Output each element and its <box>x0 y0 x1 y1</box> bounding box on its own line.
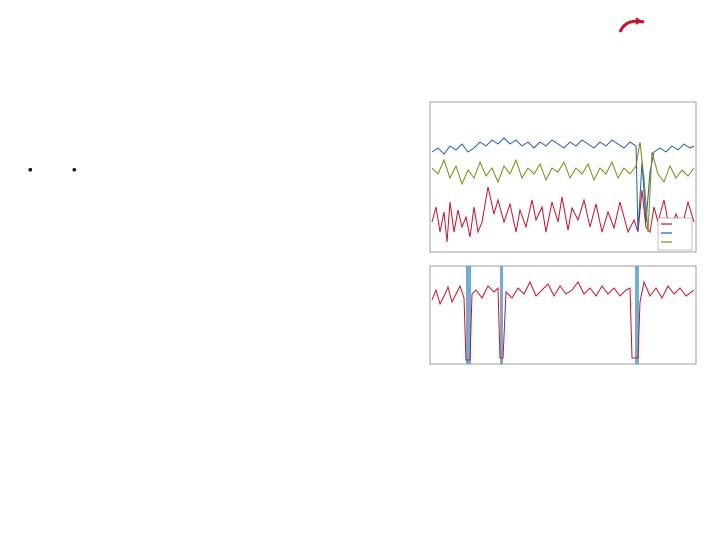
series-bx <box>432 187 694 242</box>
series-babs <box>432 282 694 360</box>
cavity-highlight <box>500 266 503 364</box>
series-by <box>432 138 694 232</box>
top-panel-frame <box>430 102 696 252</box>
chart-legend <box>658 218 692 250</box>
logo-arc-icon <box>620 21 644 32</box>
wigner-logo <box>600 14 712 66</box>
series-bz <box>432 142 694 232</box>
magnetometer-chart <box>402 82 702 382</box>
